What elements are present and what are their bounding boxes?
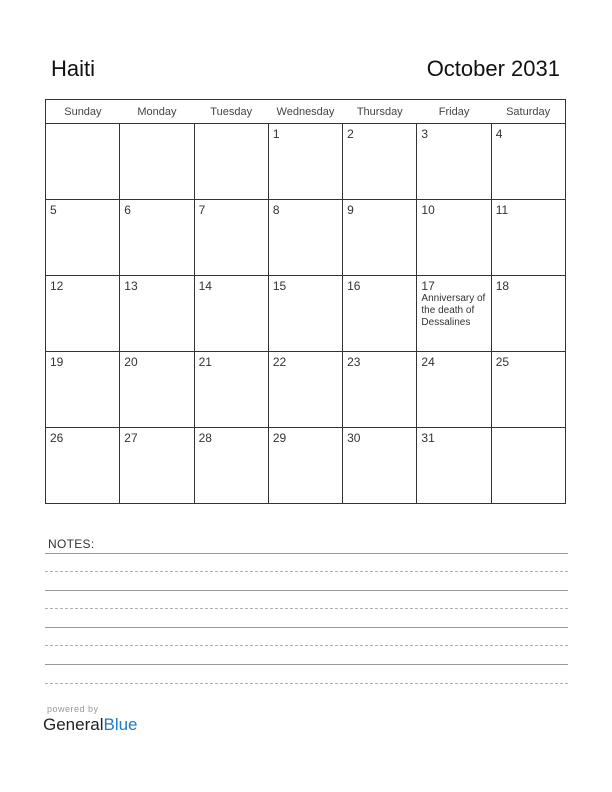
notes-label: NOTES:: [48, 537, 95, 551]
day-cell-holiday: [417, 276, 491, 352]
note-line: [45, 590, 568, 591]
month-year-title: October 2031: [426, 56, 560, 81]
weekday-thursday: Thursday: [343, 100, 417, 124]
day-number: 4: [495, 127, 503, 141]
weekday-sunday: Sunday: [46, 100, 120, 124]
day-number: 14: [198, 279, 212, 293]
day-number: 8: [272, 203, 280, 217]
day-number: 6: [124, 203, 131, 217]
day-number: 25: [495, 355, 510, 369]
day-cell: [46, 352, 120, 428]
note-line: [45, 571, 568, 572]
day-cell: [343, 428, 417, 504]
day-cell: [417, 352, 491, 428]
day-number: 5: [50, 203, 57, 217]
day-cell: [417, 428, 491, 504]
day-cell: [491, 200, 565, 276]
day-cell: [268, 352, 342, 428]
day-number: 16: [347, 279, 361, 293]
day-number: 29: [272, 431, 287, 445]
day-cell: [194, 352, 268, 428]
day-number: 15: [272, 279, 287, 293]
weekday-monday: Monday: [120, 100, 194, 124]
weekday-friday: Friday: [417, 100, 491, 124]
day-number: 18: [495, 279, 510, 293]
day-number: 9: [347, 203, 354, 217]
generalblue-logo: [43, 704, 138, 735]
calendar-grid: [45, 99, 566, 504]
week-row: [46, 276, 566, 352]
day-cell: [194, 276, 268, 352]
day-cell: [343, 124, 417, 200]
day-cell: [417, 200, 491, 276]
day-cell: [491, 124, 565, 200]
day-number: 10: [421, 203, 435, 217]
day-cell: [46, 200, 120, 276]
day-cell: [268, 428, 342, 504]
week-row: [46, 428, 566, 504]
week-row: [46, 124, 566, 200]
day-number: 12: [50, 279, 64, 293]
powered-by-text: powered by: [47, 704, 99, 714]
day-cell: [491, 276, 565, 352]
day-cell: [194, 124, 268, 200]
weekday-wednesday: Wednesday: [268, 100, 342, 124]
note-line: [45, 645, 568, 646]
day-number: 20: [124, 355, 138, 369]
day-cell: [120, 352, 194, 428]
day-cell: [491, 428, 565, 504]
day-number: 3: [421, 127, 429, 141]
day-cell: [417, 124, 491, 200]
week-row: [46, 200, 566, 276]
day-cell: [268, 124, 342, 200]
day-cell: [46, 124, 120, 200]
day-number: 13: [124, 279, 138, 293]
weekday-tuesday: Tuesday: [194, 100, 268, 124]
note-line: [45, 683, 568, 684]
day-number: 24: [421, 355, 435, 369]
day-number: 1: [272, 127, 280, 141]
day-number: 11: [495, 203, 509, 217]
brand-name-general: General: [43, 715, 104, 734]
day-number: 21: [198, 355, 212, 369]
country-title: Haiti: [51, 56, 96, 81]
day-cell: [120, 276, 194, 352]
day-cell: [343, 276, 417, 352]
day-number: 27: [124, 431, 138, 445]
day-cell: [120, 200, 194, 276]
day-number: 7: [198, 203, 206, 217]
day-cell: [268, 276, 342, 352]
day-number: 2: [347, 127, 354, 141]
day-cell: [268, 200, 342, 276]
brand-name: [43, 715, 138, 735]
week-row: [46, 352, 566, 428]
day-number: 19: [50, 355, 64, 369]
weekday-header-row: [46, 100, 566, 124]
holiday-label: Anniversary of the death of Dessalines: [421, 293, 486, 328]
note-line: [45, 608, 568, 609]
note-line: [45, 553, 568, 554]
day-cell: [46, 276, 120, 352]
note-line: [45, 664, 568, 665]
day-number: 23: [347, 355, 361, 369]
day-number: 30: [347, 431, 361, 445]
day-cell: [194, 428, 268, 504]
day-cell: [46, 428, 120, 504]
day-cell: [194, 200, 268, 276]
day-cell: [343, 352, 417, 428]
weekday-saturday: Saturday: [491, 100, 565, 124]
day-cell: [491, 352, 565, 428]
day-number: 26: [50, 431, 64, 445]
brand-name-blue: Blue: [103, 715, 138, 734]
note-line: [45, 627, 568, 628]
day-cell: [343, 200, 417, 276]
day-number: 22: [272, 355, 287, 369]
day-number: 17: [421, 279, 435, 293]
day-number: 28: [198, 431, 212, 445]
day-cell: [120, 428, 194, 504]
day-cell: [120, 124, 194, 200]
day-number: 31: [421, 431, 435, 445]
